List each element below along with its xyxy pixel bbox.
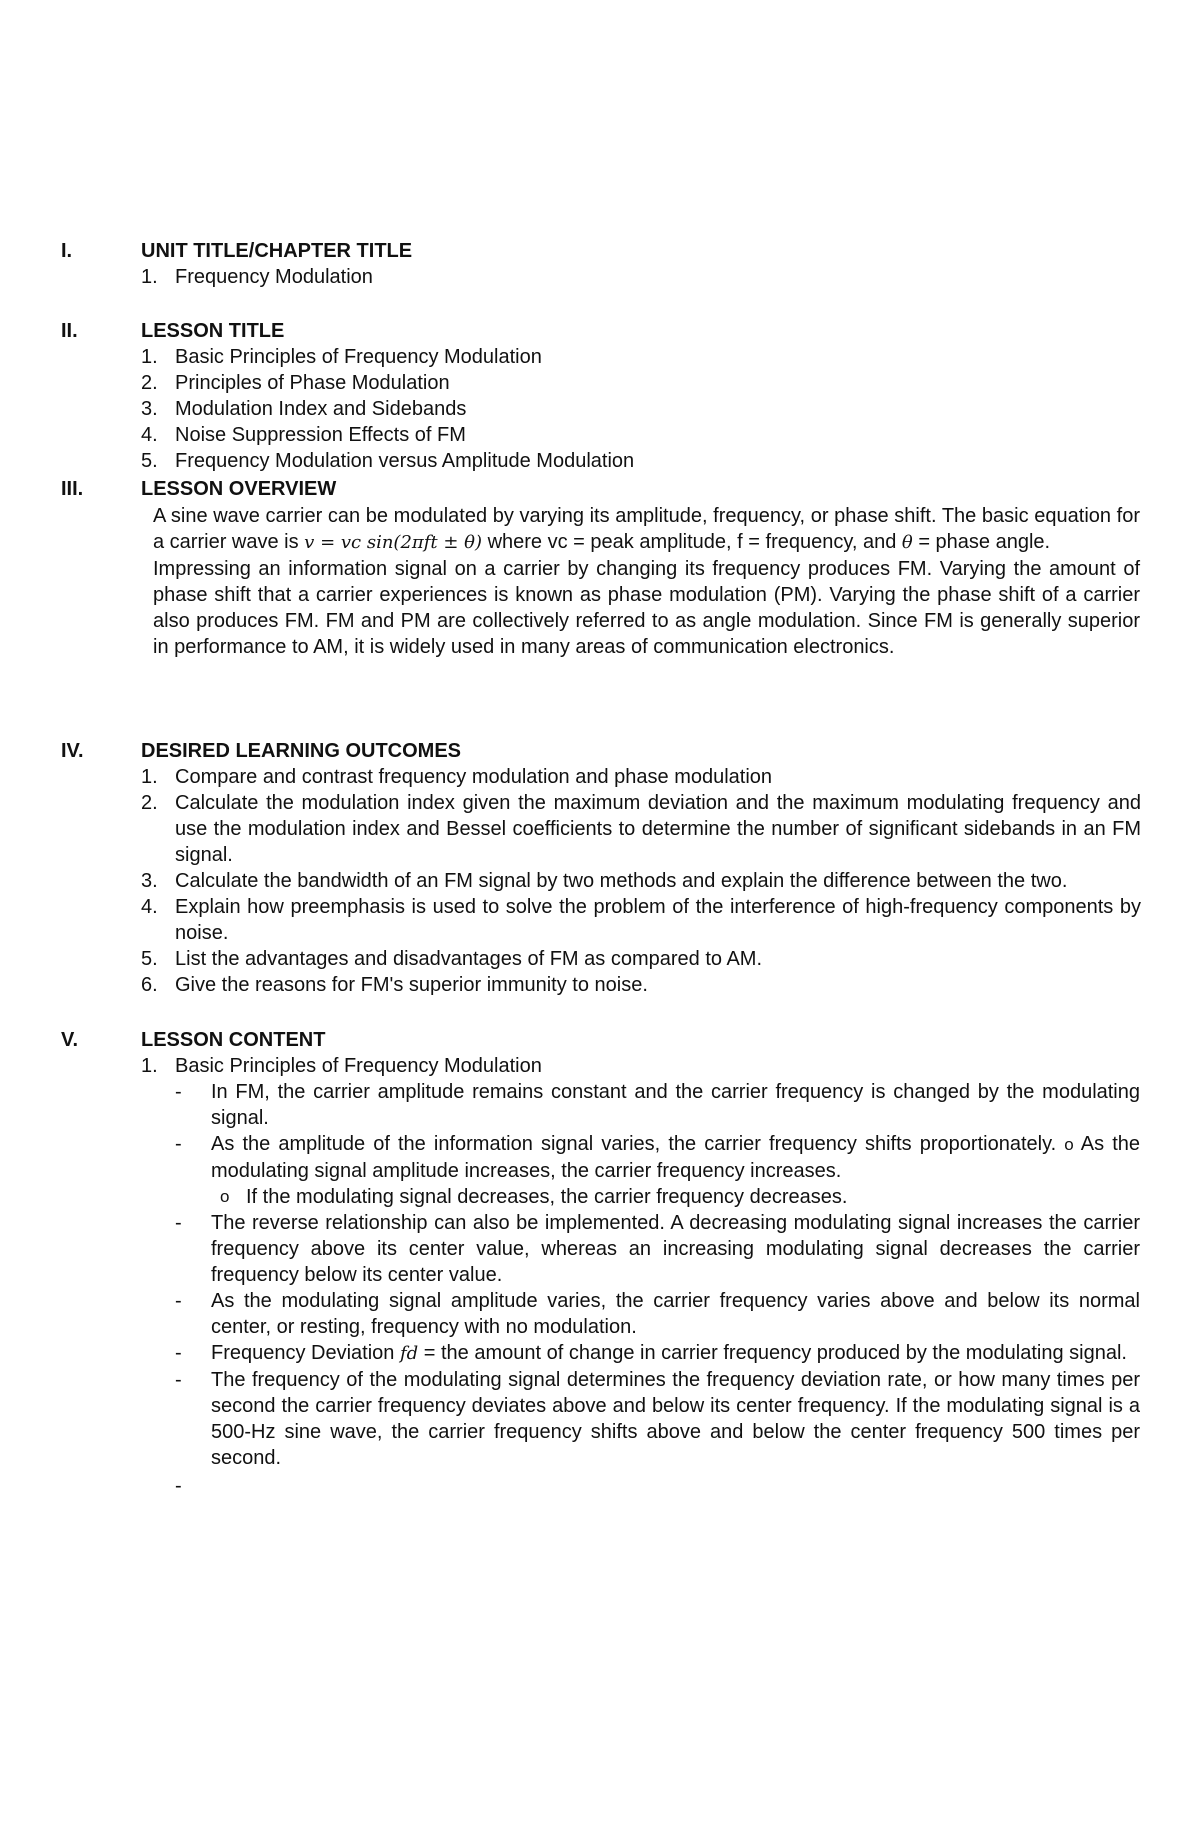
item-number: 2. bbox=[141, 372, 158, 394]
item-number: 3. bbox=[141, 870, 158, 892]
dash-marker: - bbox=[175, 1133, 182, 1155]
carrier-equation: v = vc sin(2πft ± θ) bbox=[304, 532, 483, 553]
list-item bbox=[141, 894, 1141, 946]
dash-marker: - bbox=[175, 1081, 182, 1103]
theta-symbol: θ bbox=[901, 532, 913, 553]
list-item: - As the amplitude of the information signal varies, the carrier frequency shifts proportionately. o As the modulating signal amplitude increases, the carrier frequency increases. o If the modulating signal decreases, the carrier frequency decreases. bbox=[175, 1133, 1141, 1208]
list-item: - The reverse relationship can also be implemented. A decreasing modulating signal increases the carrier frequency above its center value, whereas an increasing modulating signal decreases the carrier frequency below its center value. bbox=[175, 1212, 1140, 1286]
item-number: 5. bbox=[141, 450, 158, 472]
content-bullets bbox=[172, 1079, 1141, 1497]
overview-text bbox=[153, 503, 1140, 660]
list-item bbox=[141, 868, 1141, 894]
list-item bbox=[141, 370, 1141, 396]
list-item: - In FM, the carrier amplitude remains constant and the carrier frequency is changed by the modulating signal. bbox=[175, 1081, 1140, 1129]
sub-bullet-marker: o bbox=[1064, 1135, 1074, 1154]
list-item bbox=[141, 422, 1141, 448]
item-number: 1. bbox=[141, 266, 158, 288]
item-number: 4. bbox=[141, 896, 158, 918]
item-text: Basic Principles of Frequency Modulation bbox=[175, 346, 542, 368]
dash-marker: - bbox=[175, 1212, 182, 1234]
list-item bbox=[141, 764, 1141, 790]
list-item bbox=[141, 790, 1141, 868]
section-heading: LESSON TITLE bbox=[141, 320, 285, 342]
section-numeral: IV. bbox=[61, 740, 84, 762]
list-item bbox=[141, 448, 1141, 474]
section-numeral: I. bbox=[61, 240, 73, 262]
item-number: 1. bbox=[141, 1055, 158, 1077]
item-number: 3. bbox=[141, 398, 158, 420]
section-numeral: III. bbox=[61, 478, 84, 500]
item-number: 1. bbox=[141, 346, 158, 368]
item-number: 4. bbox=[141, 424, 158, 446]
dash-marker: - bbox=[175, 1369, 182, 1391]
item-text: Basic Principles of Frequency Modulation bbox=[175, 1055, 542, 1077]
item-text: Modulation Index and Sidebands bbox=[175, 398, 467, 420]
item-text: Give the reasons for FM's superior immunity to noise. bbox=[175, 974, 648, 996]
dash-marker: - bbox=[175, 1475, 182, 1497]
section-heading: LESSON CONTENT bbox=[141, 1029, 326, 1051]
section-heading: UNIT TITLE/CHAPTER TITLE bbox=[141, 240, 413, 262]
list-item: - Frequency Deviation fd = the amount of change in carrier frequency produced by the modulating signal. bbox=[175, 1342, 1127, 1364]
item-number: 1. bbox=[141, 766, 158, 788]
item-text: Frequency Modulation versus Amplitude Modulation bbox=[175, 450, 635, 472]
item-text: Noise Suppression Effects of FM bbox=[175, 424, 466, 446]
sub-bullet-marker: o bbox=[220, 1187, 230, 1206]
dash-marker: - bbox=[175, 1290, 182, 1312]
list-item: - As the modulating signal amplitude varies, the carrier frequency varies above and below its normal center, or resting, frequency with no modulation. bbox=[175, 1290, 1140, 1338]
item-text: Calculate the modulation index given the maximum deviation and the maximum modulating frequency and use the modulation index and Bessel coefficients to determine the number of significant sidebands in an FM signal. bbox=[175, 792, 1141, 866]
unit-list bbox=[141, 264, 1141, 290]
overview-paragraph-1: A sine wave carrier can be modulated by varying its amplitude, frequency, or phase shift. The basic equation for a carrier wave is v = vc sin(2πft ± θ) where vc = peak amplitude, f = frequency, and θ = phase angle. bbox=[153, 505, 1140, 553]
item-text: Principles of Phase Modulation bbox=[175, 372, 450, 394]
list-item bbox=[141, 1053, 1141, 1079]
list-item bbox=[141, 946, 1141, 972]
section-heading: LESSON OVERVIEW bbox=[141, 478, 337, 500]
dash-marker: - bbox=[175, 1342, 182, 1364]
item-text: List the advantages and disadvantages of FM as compared to AM. bbox=[175, 948, 763, 970]
list-item: - The frequency of the modulating signal determines the frequency deviation rate, or how many times per second the carrier frequency deviates above and below its center frequency. If the modulating signal is a 500-Hz sine wave, the carrier frequency shifts above and below the center frequency 500 times per second. bbox=[175, 1369, 1140, 1469]
lesson-title-list bbox=[141, 344, 1141, 474]
item-text: Compare and contrast frequency modulation and phase modulation bbox=[175, 766, 773, 788]
list-item bbox=[141, 972, 1141, 998]
item-number: 2. bbox=[141, 792, 158, 814]
outcomes-list bbox=[141, 764, 1141, 998]
frequency-deviation-symbol: fd bbox=[400, 1343, 419, 1364]
item-number: 5. bbox=[141, 948, 158, 970]
list-item bbox=[141, 396, 1141, 422]
content-subheading bbox=[141, 1053, 1141, 1079]
item-text: Calculate the bandwidth of an FM signal by two methods and explain the difference between the two. bbox=[175, 870, 1068, 892]
section-numeral: V. bbox=[61, 1029, 79, 1051]
overview-paragraph-2: Impressing an information signal on a carrier by changing its frequency produces FM. Varying the amount of phase shift that a carrier experiences is known as phase modulation (PM). Varying the phase shift of a carrier also produces FM. FM and PM are collectively referred to as angle modulation. Since FM is generally superior in performance to AM, it is widely used in many areas of communication electronics. bbox=[153, 558, 1140, 658]
section-heading: DESIRED LEARNING OUTCOMES bbox=[141, 740, 462, 762]
item-number: 6. bbox=[141, 974, 158, 996]
section-numeral: II. bbox=[61, 320, 78, 342]
sub-bullet: o If the modulating signal decreases, the carrier frequency decreases. bbox=[220, 1186, 848, 1208]
list-item bbox=[141, 344, 1141, 370]
item-text: Explain how preemphasis is used to solve the problem of the interference of high-frequency components by noise. bbox=[175, 896, 1141, 944]
list-item bbox=[141, 264, 1141, 290]
item-text: Frequency Modulation bbox=[175, 266, 373, 288]
